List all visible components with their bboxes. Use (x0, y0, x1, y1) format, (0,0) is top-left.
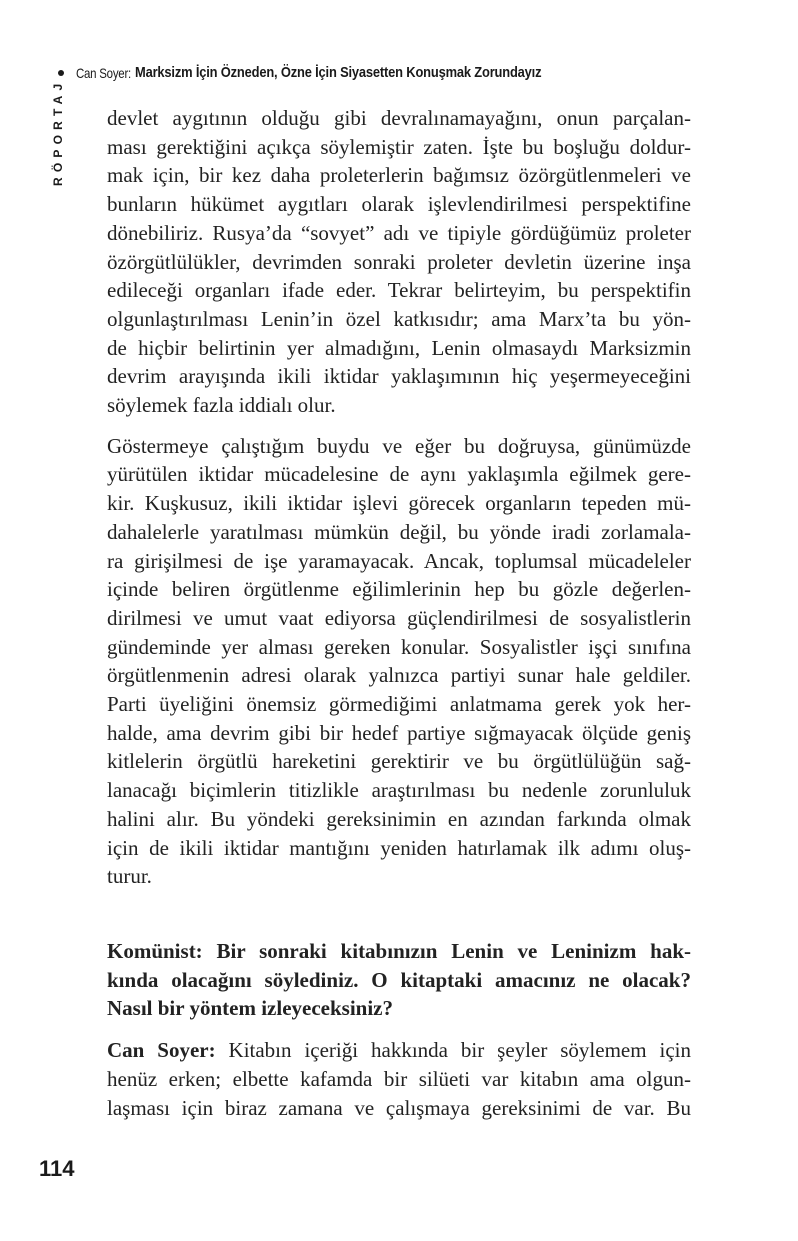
text-line: örgütlenmenin adresi olarak yalnızca partiyi sunar hale geldiler. (107, 663, 691, 688)
text-line: de hiçbir belirtinin yer almadığını, Lenin olmasaydı Marksizmin (107, 335, 691, 360)
text-line: yürütülen iktidar mücadelesine de aynı yaklaşımla eğilmek gere- (107, 462, 691, 487)
text-line: olgunlaştırılması Lenin’in özel katkısıdır; ama Marx’ta bu yön- (107, 306, 691, 331)
page-number: 114 (39, 1156, 75, 1181)
bullet-icon (58, 70, 64, 76)
text-line: lanacağı biçimlerin titizlikle araştırılması bu nedenle zorunluluk (107, 778, 691, 803)
text-line: kitlelerin örgütlü hareketini gerektirir ve bu örgütlülüğün sağ- (107, 749, 691, 774)
text-line: dönebiliriz. Rusya’da “sovyet” adı ve tipiyle gördüğümüz proleter (107, 220, 691, 245)
answer-text: Kitabın içeriği hakkında bir şeyler söylemem için (215, 1038, 691, 1063)
text-line: ra girişilmesi de işe yaramayacak. Ancak, toplumsal mücadeleler (107, 548, 691, 573)
text-line: turur. (107, 864, 152, 889)
text-line: halini alır. Bu yöndeki gereksinimin en azından farkında olmak (107, 806, 691, 831)
text-line (107, 1036, 691, 1065)
text-line: mak için, bir kez daha proleterlerin bağımsız özörgütlenmeleri ve (107, 163, 691, 188)
text-line: dirilmesi ve umut vaat ediyorsa güçlendirilmesi de sosyalistlerin (107, 605, 691, 630)
text-line: söylemek fazla iddialı olur. (107, 393, 336, 418)
text-line: edileceği organları ifade eder. Tekrar belirteyim, bu perspektifin (107, 278, 691, 303)
paragraph-1 (107, 104, 691, 420)
text-line: için de ikili iktidar mantığını yeniden hatırlamak ilk adımı oluş- (107, 835, 691, 860)
text-line: devlet aygıtının olduğu gibi devralınamayağını, onun parçalan- (107, 106, 691, 130)
running-header-author: Can Soyer: (76, 65, 131, 81)
text-line: Parti üyeliğini önemsiz görmediğimi anlatmama gerek yok her- (107, 692, 691, 717)
text-line: henüz erken; elbette kafamda bir silüeti var kitabın ama olgun- (107, 1066, 691, 1091)
section-label: RÖPORTAJ (51, 78, 65, 186)
paragraph-2 (107, 432, 691, 891)
running-header (58, 63, 608, 83)
article-body (107, 104, 691, 1122)
text-line: ması gerektiğini açıkça söylemiştir zaten. İşte bu boşluğu doldur- (107, 134, 691, 159)
text-line: içinde beliren örgütlenme eğilimlerinin hep bu gözle değerlen- (107, 577, 691, 602)
text-line: kında olacağını söylediniz. O kitaptaki amacınız ne olacak? (107, 967, 691, 992)
text-line: Komünist: Bir sonraki kitabınızın Lenin ve Leninizm hak- (107, 938, 691, 963)
text-line: Göstermeye çalıştığım buydu ve eğer bu doğruysa, günümüzde (107, 433, 691, 458)
speaker-name: Can Soyer: (107, 1038, 216, 1063)
text-line: dahalelerle yaratılması mümkün değil, bu yönde iradi zorlamala- (107, 519, 691, 544)
text-line: halde, ama devrim gibi bir hedef partiye sığmayacak ölçüde geniş (107, 720, 691, 745)
text-line: özörgütlülükler, devrimden sonraki proleter devletin üzerine inşa (107, 249, 691, 274)
text-line: kir. Kuşkusuz, ikili iktidar işlevi görecek organların tepeden mü- (107, 491, 691, 516)
interview-answer (107, 1036, 691, 1122)
text-line: laşması için biraz zamana ve çalışmaya gereksinimi de var. Bu (107, 1095, 691, 1120)
text-line: devrim arayışında ikili iktidar yaklaşımının hiç yeşermeyeceğini (107, 364, 691, 389)
text-line: bunların hükümet aygıtları olarak işlevlendirilmesi perspektifine (107, 192, 691, 217)
text-line: gündeminde yer alması gereken konular. Sosyalistler işçi sınıfına (107, 634, 691, 659)
text-line: Nasıl bir yöntem izleyeceksiniz? (107, 996, 393, 1021)
running-header-title: Marksizm İçin Özneden, Özne İçin Siyasetten Konuşmak Zorundayız (135, 64, 542, 81)
interview-question (107, 937, 691, 1023)
